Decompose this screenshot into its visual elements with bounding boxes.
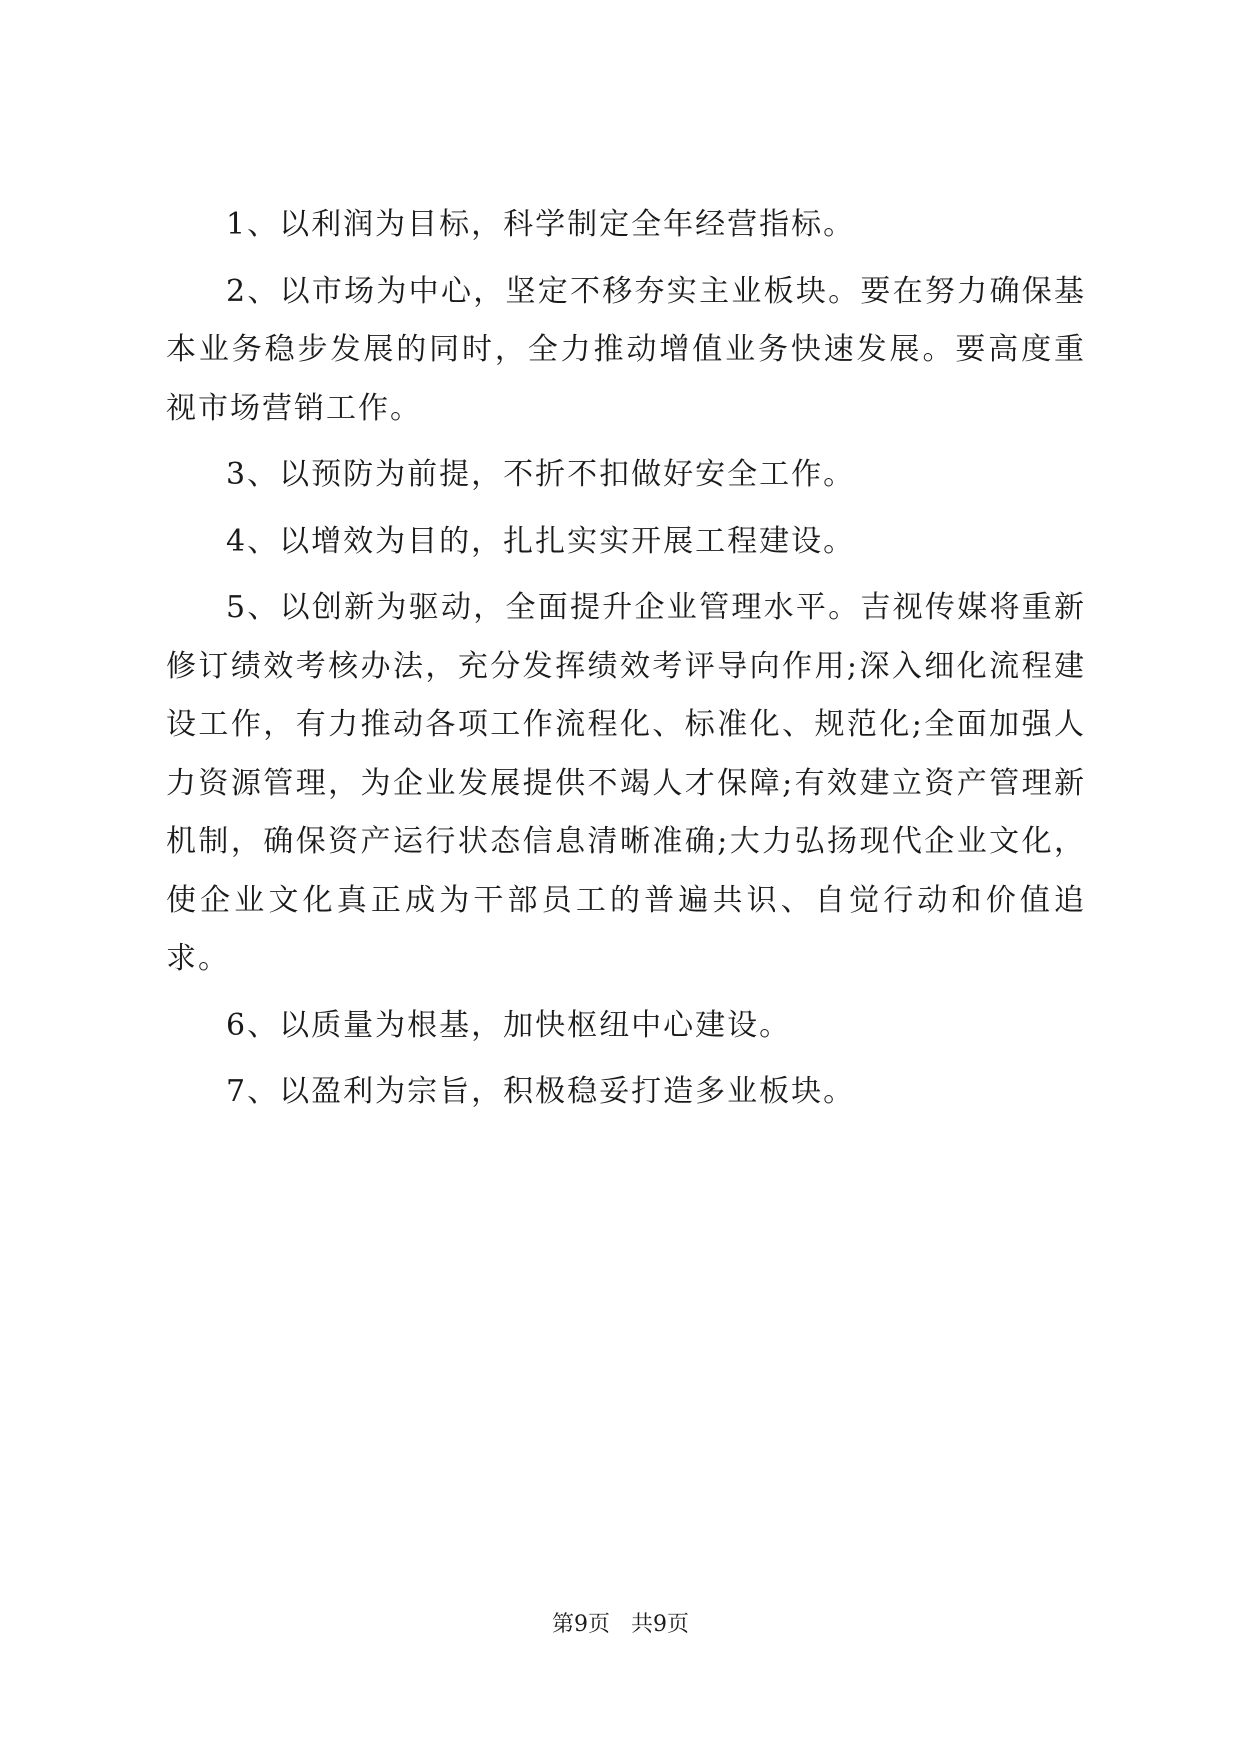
paragraph-5: 5、以创新为驱动，全面提升企业管理水平。吉视传媒将重新修订绩效考核办法，充分发挥绩效考评导向作用;深入细化流程建设工作，有力推动各项工作流程化、标准化、规范化;全面加强人力资源管理，为企业发展提供不竭人才保障;有效建立资产管理新机制，确保资产运行状态信息清晰准确;大力弘扬现代企业文化，使企业文化真正成为干部员工的普遍共识、自觉行动和价值追求。: [166, 590, 1086, 976]
document-body: [166, 196, 1086, 1130]
page-number-total: 共9页: [631, 1612, 689, 1637]
paragraph-1: 1、以利润为目标，科学制定全年经营指标。: [226, 207, 856, 242]
paragraph-2: 2、以市场为中心，坚定不移夯实主业板块。要在努力确保基本业务稳步发展的同时，全力推动增值业务快速发展。要高度重视市场营销工作。: [166, 273, 1086, 426]
paragraph-4: 4、以增效为目的，扎扎实实开展工程建设。: [226, 523, 856, 559]
paragraph-7: 7、以盈利为宗旨，积极稳妥打造多业板块。: [226, 1074, 856, 1109]
page-number-current: 第9页: [552, 1612, 610, 1637]
paragraph-3: 3、以预防为前提，不折不扣做好安全工作。: [226, 457, 856, 492]
paragraph-6: 6、以质量为根基，加快枢纽中心建设。: [226, 1007, 792, 1043]
page-footer: [0, 1610, 1241, 1640]
